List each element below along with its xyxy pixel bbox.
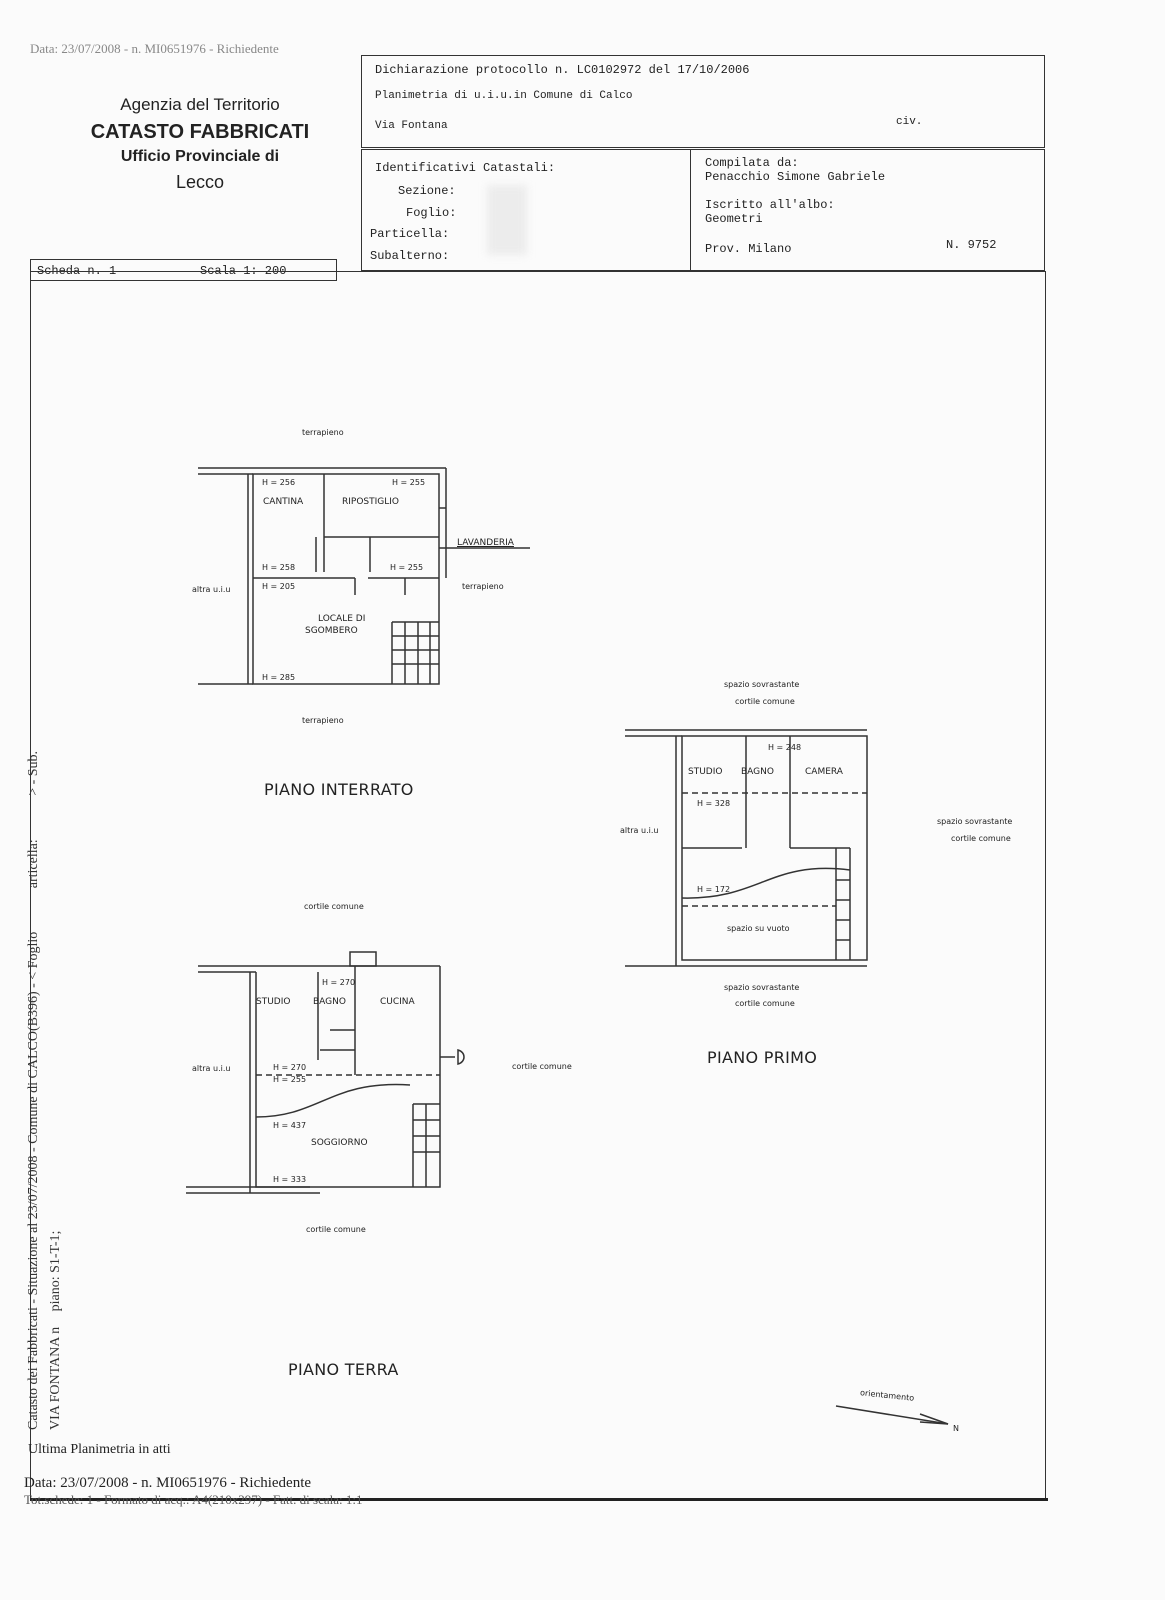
side-text-2	[48, 1231, 64, 1430]
terra-altra: altra u.i.u	[192, 1064, 231, 1073]
foglio-label: Foglio:	[406, 206, 457, 220]
city-label: Lecco	[175, 172, 225, 192]
via-text: Via Fontana	[375, 120, 448, 132]
interrato-h2: H = 255	[392, 478, 426, 487]
interrato-h6: H = 285	[262, 673, 296, 682]
iscritto-label: Iscritto all'albo:	[705, 198, 835, 212]
primo-studio-label: STUDIO	[688, 767, 723, 777]
interrato-h4: H = 255	[390, 563, 424, 572]
numero-label: N. 9752	[946, 238, 997, 252]
scheda-label: Scheda n. 1	[37, 264, 117, 278]
north-label: N	[953, 1424, 959, 1433]
interrato-h5: H = 205	[262, 582, 296, 591]
terra-cucina-label: CUCINA	[380, 997, 415, 1007]
interrato-altra: altra u.i.u	[192, 585, 231, 594]
interrato-terrapieno-top: terrapieno	[302, 428, 344, 437]
primo-bagno-label: BAGNO	[741, 767, 774, 777]
terra-top-label: cortile comune	[304, 902, 364, 911]
locale-label-1: LOCALE DI	[318, 614, 366, 624]
primo-bottom-2: cortile comune	[735, 999, 795, 1008]
subalterno-label: Subalterno:	[370, 249, 450, 263]
interrato-h1: H = 256	[262, 478, 296, 487]
compilata-name: Penacchio Simone Gabriele	[705, 170, 886, 184]
interrato-title: PIANO INTERRATO	[264, 780, 414, 799]
primo-camera-label: CAMERA	[805, 767, 843, 777]
side-text-1-sub: > - Sub.	[26, 750, 41, 796]
primo-vuoto-label: spazio su vuoto	[727, 924, 790, 933]
ultima-planimetria: Ultima Planimetria in atti	[28, 1442, 171, 1457]
side-text-1-particella: articella:	[26, 839, 41, 889]
terra-h5: H = 333	[273, 1175, 307, 1184]
terra-bagno-label: BAGNO	[313, 997, 346, 1007]
identificativi-label: Identificativi Catastali:	[375, 161, 556, 175]
primo-right-2: cortile comune	[951, 834, 1011, 843]
side-text-1-main: Catasto dei Fabbricati - Situazione al 23/07/2008 - Comune di CALCO(B396) - < Foglio	[26, 931, 41, 1430]
side-text-2-via: VIA FONTANA n	[48, 1326, 63, 1430]
terra-h1: H = 270	[322, 978, 356, 987]
interrato-terrapieno-bottom: terrapieno	[302, 716, 344, 725]
interrato-terrapieno-right: terrapieno	[462, 582, 504, 591]
terra-h4: H = 437	[273, 1121, 307, 1130]
cantina-label: CANTINA	[263, 497, 304, 507]
footer-formato: Tot.schede: 1 - Formato di acq.: A4(210x297) - Fatt. di scala: 1:1	[24, 1492, 363, 1507]
planimetria-text: Planimetria di u.i.u.in Comune di Calco	[375, 90, 633, 102]
particella-label: Particella:	[370, 227, 450, 241]
primo-h3: H = 172	[697, 885, 731, 894]
sezione-label: Sezione:	[398, 184, 456, 198]
scala-label: Scala 1: 200	[200, 264, 287, 278]
terra-h3: H = 255	[273, 1075, 307, 1084]
interrato-h3: H = 258	[262, 563, 296, 572]
primo-h2: H = 328	[697, 799, 731, 808]
side-text-2-piano: piano: S1-T-1;	[48, 1230, 63, 1312]
albo-label: Geometri	[705, 212, 763, 226]
ripostiglio-label: RIPOSTIGLIO	[342, 497, 400, 507]
primo-top-2: cortile comune	[735, 697, 795, 706]
agency-name: Agenzia del Territorio	[120, 95, 280, 114]
footer-data: Data: 23/07/2008 - n. MI0651976 - Richiedente	[24, 1475, 312, 1491]
primo-altra: altra u.i.u	[620, 826, 659, 835]
primo-h1: H = 248	[768, 743, 802, 752]
orientamento-label: orientamento	[859, 1388, 915, 1403]
terra-right-label: cortile comune	[512, 1062, 572, 1071]
locale-label-2: SGOMBERO	[305, 626, 358, 636]
prov-label: Prov. Milano	[705, 242, 792, 256]
primo-bottom-1: spazio sovrastante	[724, 983, 800, 992]
primo-top-1: spazio sovrastante	[724, 680, 800, 689]
terra-title: PIANO TERRA	[288, 1360, 399, 1379]
terra-bottom-label: cortile comune	[306, 1225, 366, 1234]
civ-text: civ.	[896, 116, 923, 128]
ufficio-label: Ufficio Provinciale di	[120, 148, 280, 165]
top-note: Data: 23/07/2008 - n. MI0651976 - Richiedente	[30, 41, 279, 56]
catasto-title: CATASTO FABBRICATI	[90, 121, 310, 143]
lavanderia-label: LAVANDERIA	[457, 538, 514, 548]
dichiarazione-text: Dichiarazione protocollo n. LC0102972 del 17/10/2006	[375, 63, 750, 77]
side-text-1	[26, 751, 42, 1430]
soggiorno-label: SOGGIORNO	[311, 1138, 368, 1148]
compilata-label: Compilata da:	[705, 156, 799, 170]
terra-h2: H = 270	[273, 1063, 307, 1072]
terra-studio-label: STUDIO	[256, 997, 291, 1007]
primo-right-1: spazio sovrastante	[937, 817, 1013, 826]
primo-title: PIANO PRIMO	[707, 1048, 818, 1067]
